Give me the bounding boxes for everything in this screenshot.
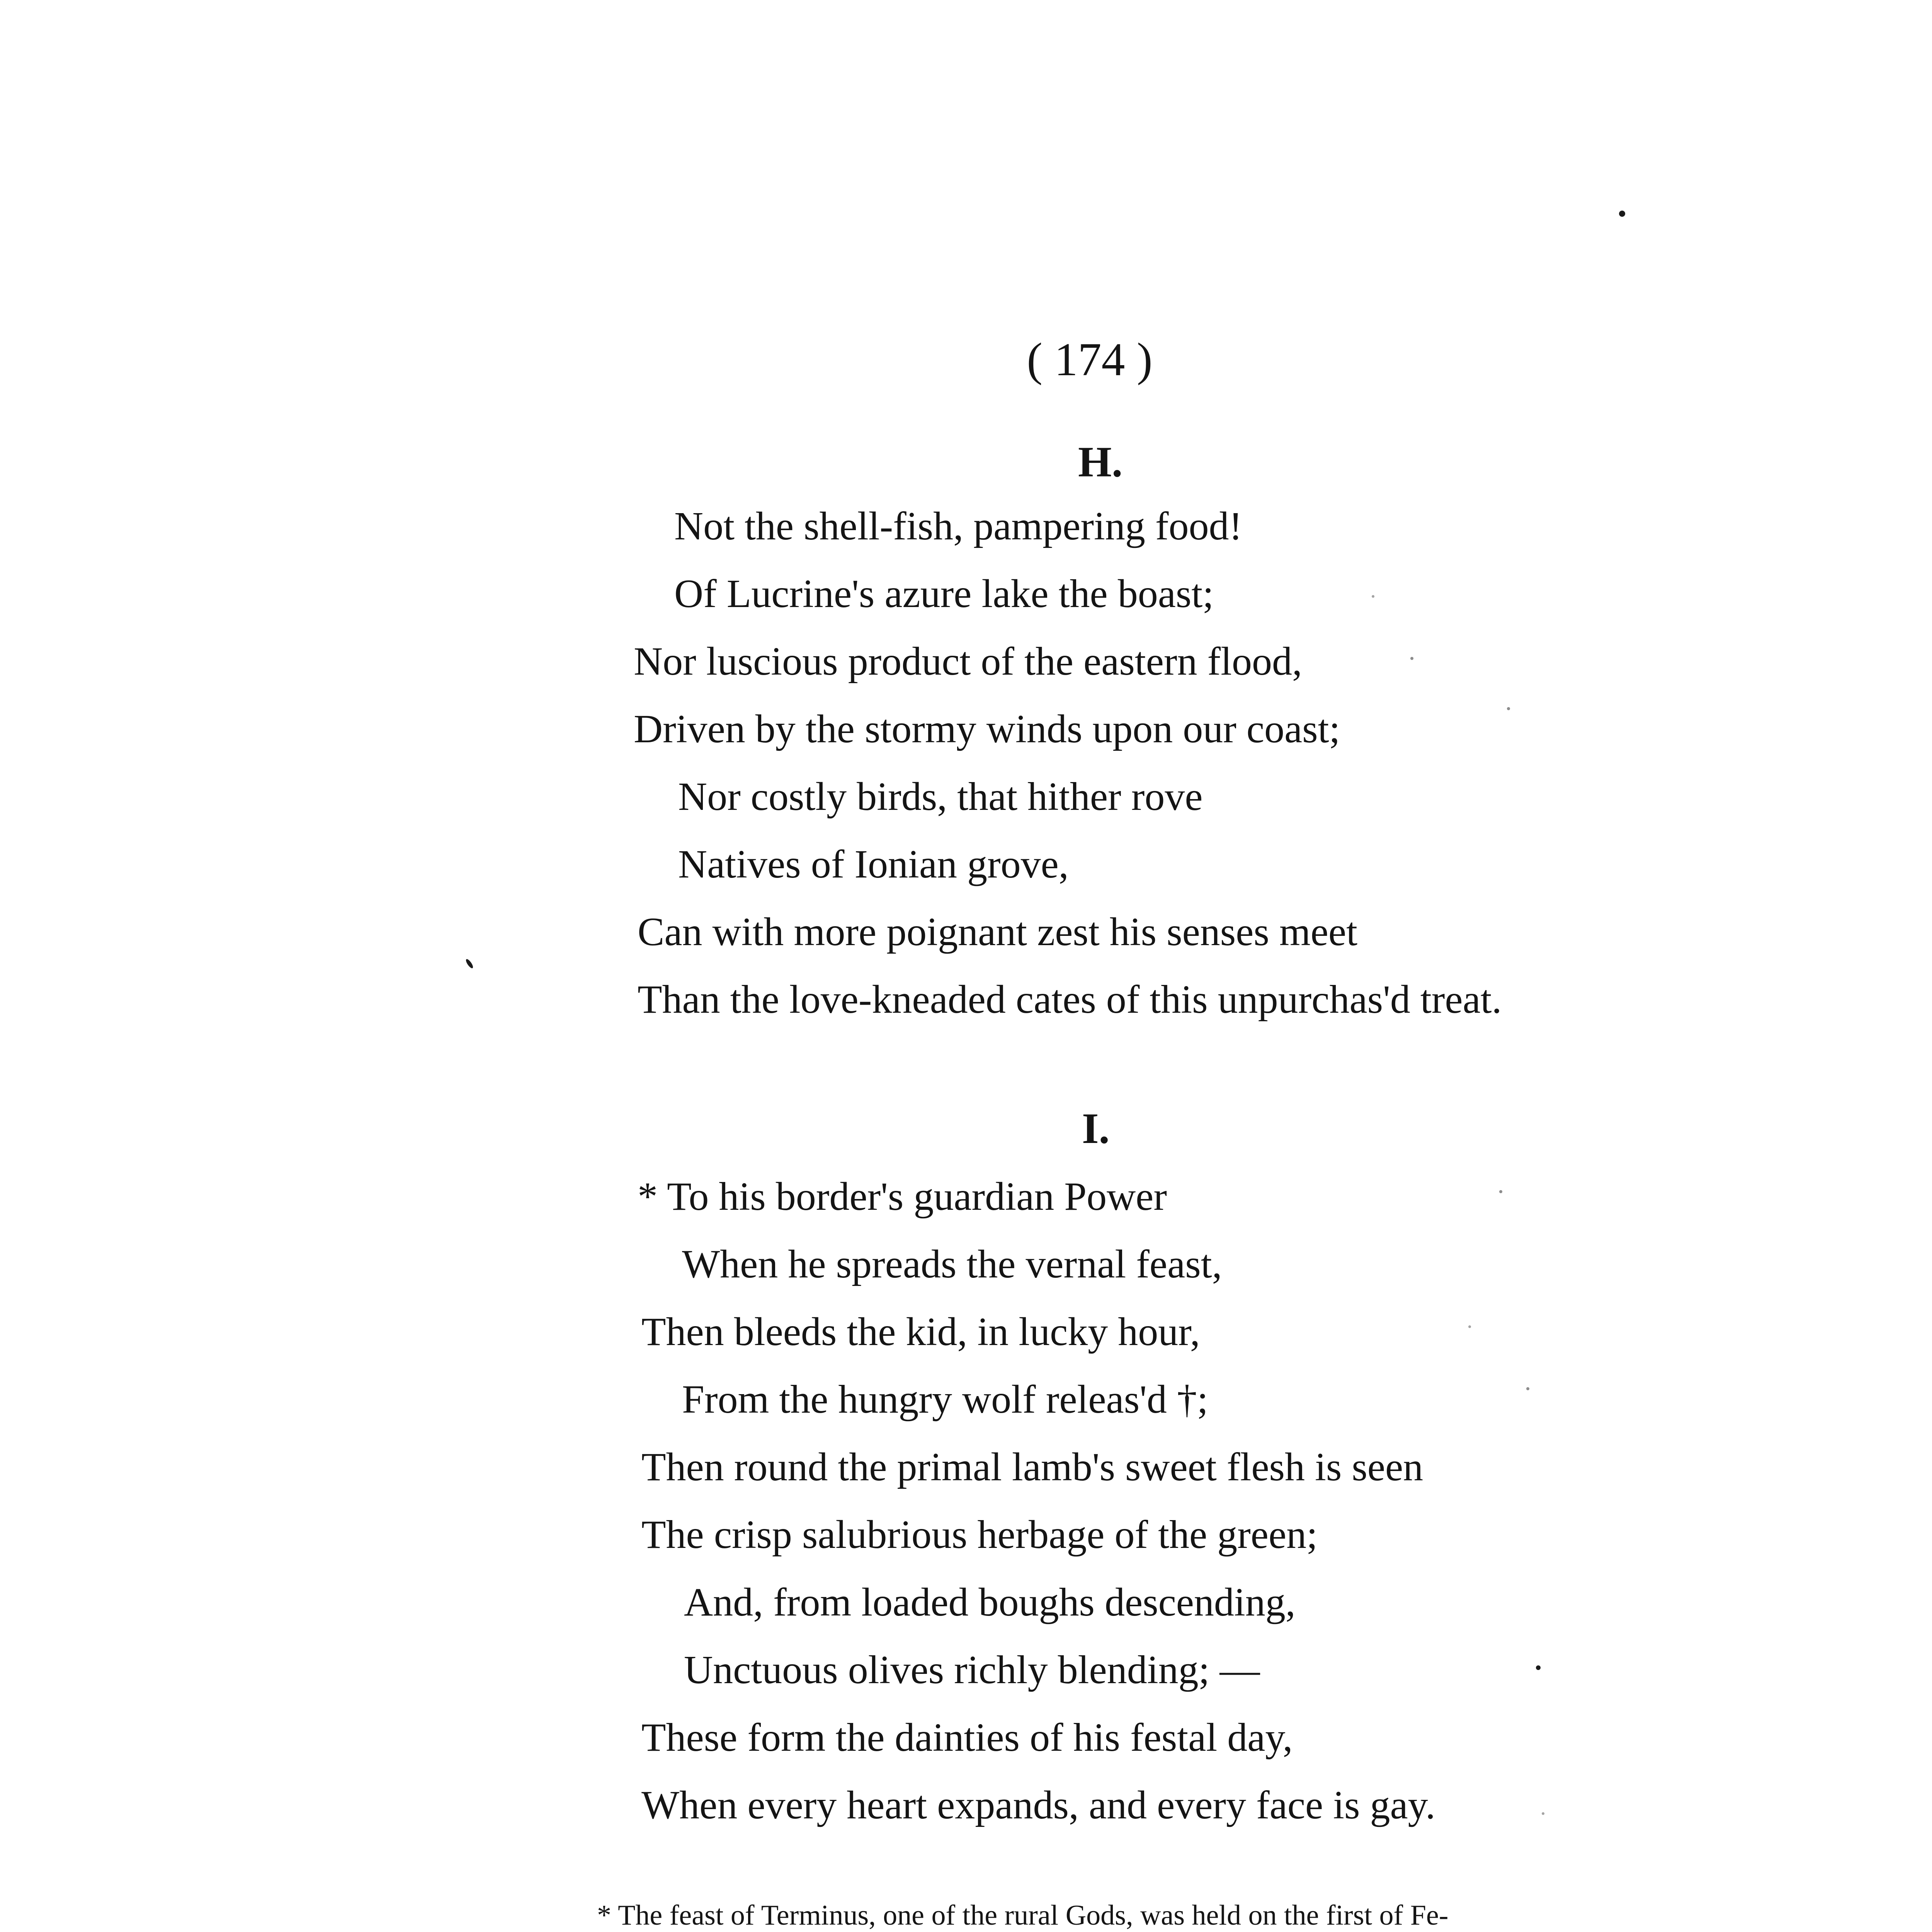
ink-speck	[1619, 211, 1625, 217]
ink-speck	[1468, 1325, 1471, 1328]
ink-speck	[1507, 707, 1510, 710]
verse-line: Than the love-kneaded cates of this unpurchas'd treat.	[638, 977, 1502, 1022]
ink-speck	[1499, 1190, 1502, 1193]
verse-line: Can with more poignant zest his senses meet	[638, 910, 1357, 954]
verse-line: Unctuous olives richly blending; —	[684, 1648, 1260, 1692]
ink-speck	[1536, 1665, 1541, 1670]
stanza-heading-h: H.	[1078, 438, 1123, 486]
page-number: ( 174 )	[1027, 333, 1153, 386]
verse-line: These form the dainties of his festal day,	[641, 1715, 1293, 1760]
footnote-terminus-line: * The feast of Terminus, one of the rural Gods, was held on the first of Fe-	[597, 1900, 1449, 1931]
verse-line: Nor luscious product of the eastern flood,	[634, 639, 1303, 684]
ink-speck	[465, 958, 474, 969]
ink-speck	[1526, 1387, 1529, 1390]
stanza-heading-i: I.	[1082, 1105, 1110, 1153]
verse-line: Then bleeds the kid, in lucky hour,	[641, 1310, 1200, 1354]
verse-line: * To his border's guardian Power	[638, 1174, 1167, 1219]
ink-speck	[1372, 595, 1374, 598]
verse-line: From the hungry wolf releas'd †;	[682, 1377, 1208, 1422]
verse-line: When he spreads the vernal feast,	[682, 1242, 1222, 1286]
verse-line: Natives of Ionian grove,	[678, 842, 1069, 886]
verse-line: When every heart expands, and every face is gay.	[641, 1783, 1435, 1827]
verse-line: The crisp salubrious herbage of the green;	[641, 1512, 1318, 1557]
verse-line: Driven by the stormy winds upon our coast;	[634, 707, 1340, 751]
verse-line: Of Lucrine's azure lake the boast;	[674, 571, 1214, 616]
verse-line: Then round the primal lamb's sweet flesh is seen	[641, 1445, 1423, 1489]
verse-line: And, from loaded boughs descending,	[684, 1580, 1296, 1624]
verse-line: Not the shell-fish, pampering food!	[674, 504, 1243, 548]
verse-line: Nor costly birds, that hither rove	[678, 774, 1203, 819]
ink-speck	[1542, 1812, 1544, 1815]
ink-speck	[1410, 657, 1413, 660]
